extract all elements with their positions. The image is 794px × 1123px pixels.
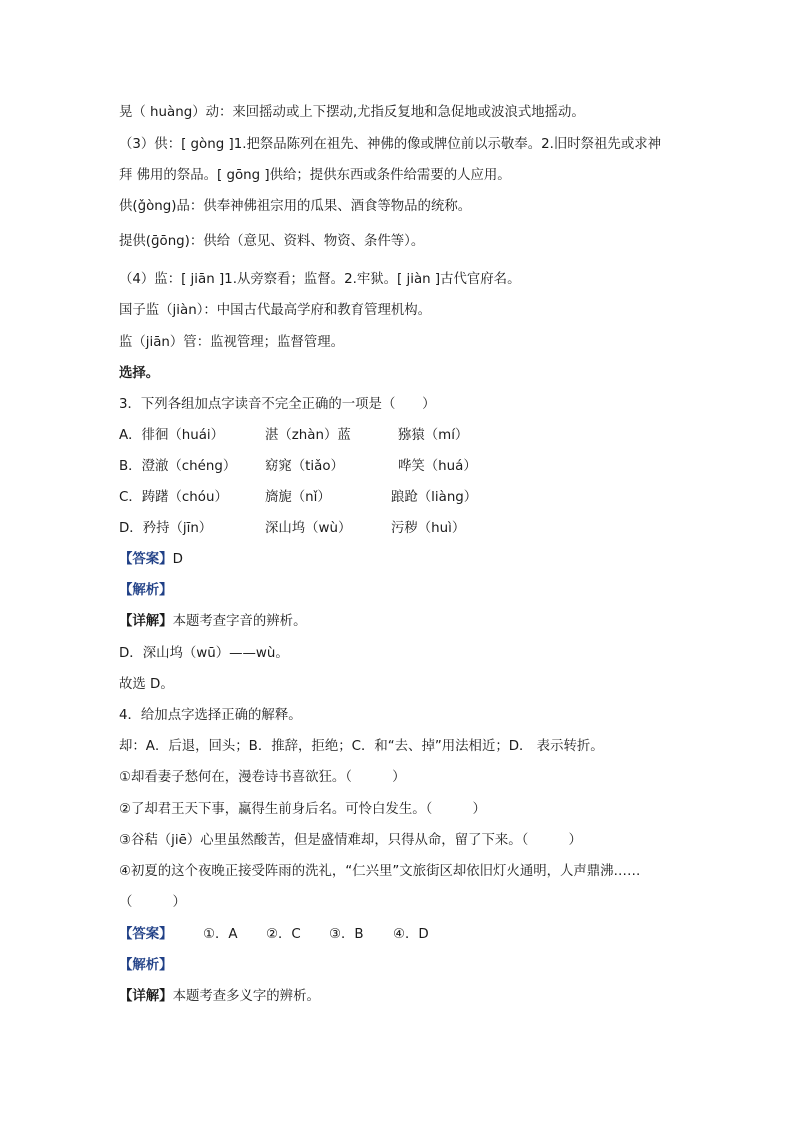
q4-answer-2: ②．C bbox=[266, 927, 301, 942]
vocab-tigong: 提供(ɡ̄ōng)：供给（意见、资料、物资、条件等）。 bbox=[119, 234, 425, 249]
q4-definition: 却：A．后退，回头；B．推辞，拒绝；C．和“去、掉”用法相近；D． 表示转折。 bbox=[119, 739, 604, 754]
vocab-guozijian: 国子监（jiàn）：中国古代最高学府和教育管理机构。 bbox=[119, 303, 432, 318]
vocab-gong-line1: （3）供：[ gòng ]1.把祭品陈列在祖先、神佛的像或牌位前以示敬奉。2.旧时祭祖先或求神 bbox=[119, 137, 661, 152]
answer-value: D bbox=[172, 552, 183, 567]
q3-detail bbox=[119, 613, 306, 631]
q3-b-word2: 窈窕（tiǎo） bbox=[265, 459, 344, 474]
detail-label: 【详解】 bbox=[119, 614, 173, 629]
q4-item-4: ④初夏的这个夜晚正接受阵雨的洗礼，“仁兴里”文旅街区却依旧灯火通明，人声鼎沸…… bbox=[119, 864, 641, 879]
q4-detail bbox=[119, 988, 320, 1006]
q3-a-word1: A．徘徊（huái） bbox=[119, 428, 225, 443]
q3-a-word2: 湛（zhàn）蓝 bbox=[265, 428, 351, 443]
q4-item-1: ①却看妻子愁何在，漫卷诗书喜欲狂。（ ） bbox=[119, 770, 406, 785]
vocab-huang: 晃（ huàng）动：来回摇动或上下摆动,尤指反复地和急促地或波浪式地摇动。 bbox=[119, 105, 585, 120]
q3-d-word1: D．矜持（jīn） bbox=[119, 521, 213, 536]
q3-analysis-label: 【解析】 bbox=[119, 583, 173, 598]
q4-answer bbox=[119, 926, 429, 944]
q4-item-3: ③谷秸（jiē）心里虽然酸苦，但是盛情难却，只得从命，留了下来。（ ） bbox=[119, 833, 582, 848]
section-heading: 选择。 bbox=[119, 366, 160, 381]
detail-text: 本题考查多义字的辨析。 bbox=[172, 989, 320, 1004]
q4-analysis-label: 【解析】 bbox=[119, 958, 173, 973]
q4-answer-1: ①．A bbox=[203, 927, 238, 942]
q3-conclusion: 故选 D。 bbox=[119, 677, 174, 692]
q3-stem: 3．下列各组加点字读音不完全正确的一项是（ ） bbox=[119, 397, 436, 412]
q3-b-word3: 哗笑（huá） bbox=[398, 459, 477, 474]
q3-c-word2: 旖旎（nǐ） bbox=[265, 490, 331, 505]
q3-a-word3: 猕猿（mí） bbox=[398, 428, 469, 443]
q4-answer-3: ③．B bbox=[329, 927, 364, 942]
vocab-gong-line2: 拜 佛用的祭品。[ gōng ]供给；提供东西或条件给需要的人应用。 bbox=[119, 168, 511, 183]
q4-stem: 4．给加点字选择正确的解释。 bbox=[119, 708, 302, 723]
vocab-jian: （4）监：[ jiān ]1.从旁察看；监督。2.牢狱。[ jiàn ]古代官府名。 bbox=[119, 272, 521, 287]
detail-text: 本题考查字音的辨析。 bbox=[172, 614, 307, 629]
answer-label: 【答案】 bbox=[119, 927, 173, 942]
q3-note: D．深山坞（wū）——wù。 bbox=[119, 646, 289, 661]
q4-item-4-blank: （ ） bbox=[119, 895, 186, 910]
q3-d-word3: 污秽（huì） bbox=[391, 521, 466, 536]
q3-c-word1: C．踌躇（chóu） bbox=[119, 490, 228, 505]
q3-c-word3: 踉跄（liàng） bbox=[391, 490, 478, 505]
q3-d-word2: 深山坞（wù） bbox=[265, 521, 352, 536]
q4-item-2: ②了却君王天下事，赢得生前身后名。可怜白发生。（ ） bbox=[119, 802, 486, 817]
detail-label: 【详解】 bbox=[119, 989, 173, 1004]
answer-label: 【答案】 bbox=[119, 552, 173, 567]
q3-answer bbox=[119, 551, 183, 569]
q4-answer-4: ④．D bbox=[393, 927, 429, 942]
vocab-jianguan: 监（jiān）管：监视管理；监督管理。 bbox=[119, 335, 344, 350]
vocab-gongpin: 供(ɡ̌òng)品：供奉神佛祖宗用的瓜果、酒食等物品的统称。 bbox=[119, 199, 472, 214]
q3-b-word1: B．澄澈（chéng） bbox=[119, 459, 237, 474]
